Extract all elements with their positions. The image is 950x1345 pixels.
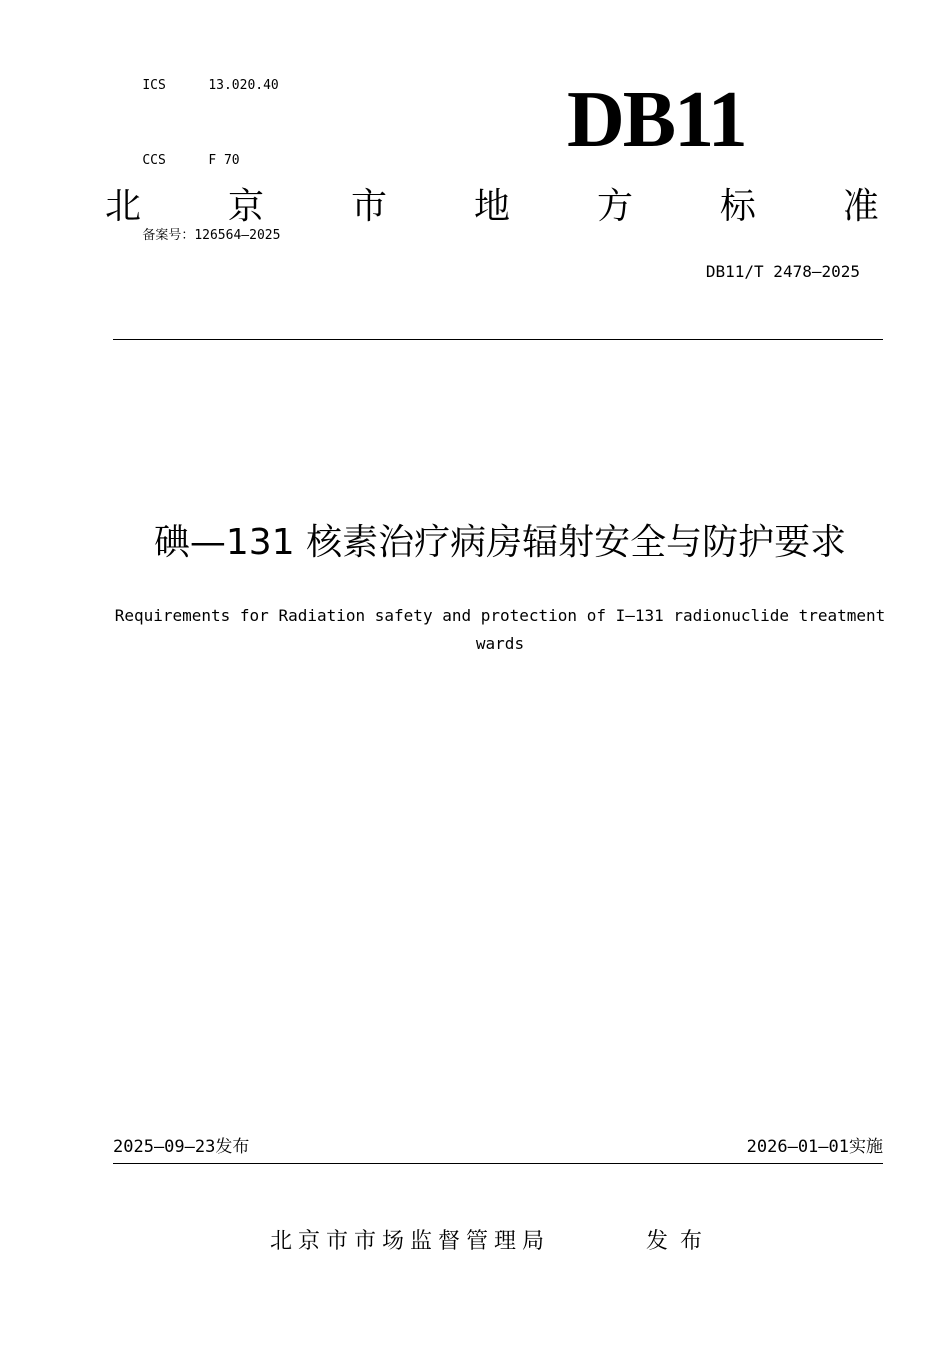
standard-type-char: 方 xyxy=(596,186,633,227)
issuer-action: 发布 xyxy=(646,1229,715,1254)
bottom-divider xyxy=(113,1163,883,1164)
ccs-value: F 70 xyxy=(208,153,240,168)
issue-label: 发布 xyxy=(215,1137,250,1157)
ics-row xyxy=(111,48,280,123)
db11-logo: DB11 xyxy=(567,76,746,164)
standard-type-heading xyxy=(105,180,879,234)
filing-label: 备案号： xyxy=(142,228,195,243)
standard-type-char: 标 xyxy=(719,186,756,227)
document-title-cn: 碘—131 核素治疗病房辐射安全与防护要求 xyxy=(153,522,847,563)
ics-value: 13.020.40 xyxy=(208,78,279,93)
document-title-en: Requirements for Radiation safety and protection of I—131 radionuclide treatment wards xyxy=(114,606,886,653)
implement-label: 实施 xyxy=(849,1137,883,1157)
standard-number: DB11/T 2478—2025 xyxy=(705,262,860,281)
standard-type-char: 京 xyxy=(227,186,264,227)
classification-block xyxy=(111,48,280,273)
standard-type-char: 地 xyxy=(473,186,510,227)
filing-value: 126564—2025 xyxy=(194,228,281,243)
ics-label: ICS xyxy=(142,78,166,93)
issue-date: 2025—09—23 xyxy=(113,1137,216,1157)
issuing-authority: 北京市市场监督管理局 xyxy=(270,1229,551,1254)
implement-date: 2026—01—01 xyxy=(746,1137,849,1157)
standard-type-char: 市 xyxy=(350,186,387,227)
standard-type-char: 准 xyxy=(842,186,879,227)
top-divider xyxy=(113,339,883,340)
issue-date-block xyxy=(113,1134,249,1160)
implement-date-block xyxy=(747,1134,883,1160)
standard-type-char: 北 xyxy=(105,186,142,227)
ccs-label: CCS xyxy=(142,153,166,168)
